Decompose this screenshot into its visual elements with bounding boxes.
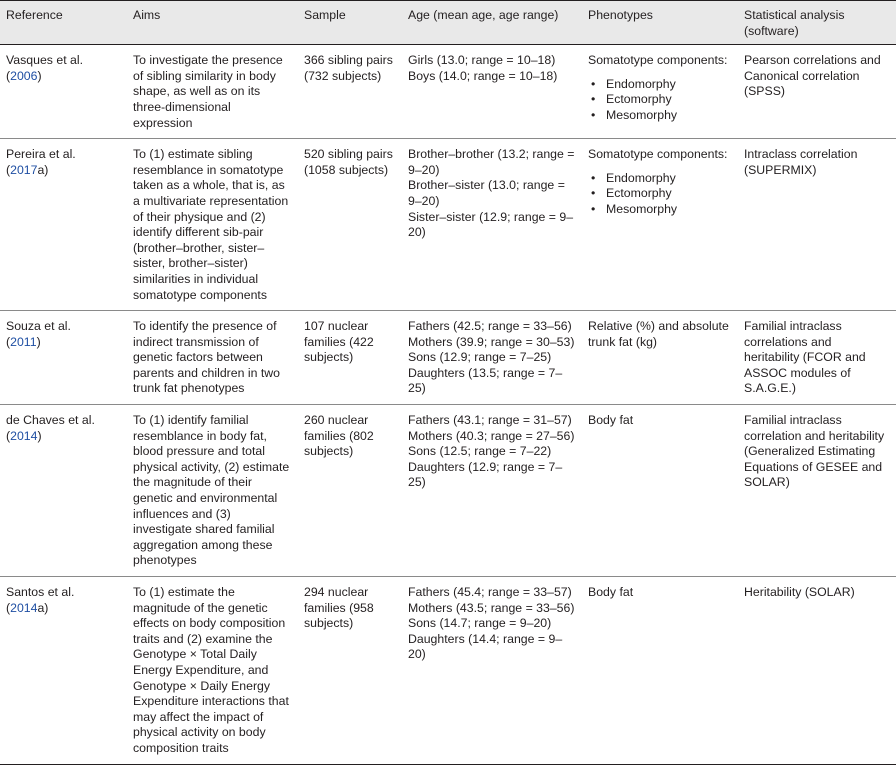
age-line: Sister–sister (12.9; range = 9–20) [408, 209, 574, 240]
age-cell [402, 405, 582, 577]
phenotypes-list [588, 171, 732, 218]
age-line: Brother–sister (13.0; range = 9–20) [408, 178, 565, 208]
reference-suffix: ) [37, 68, 42, 83]
aims-cell: To investigate the presence of sibling similarity in body shape, as well as on its three-dimensional expression [127, 45, 298, 139]
age-line: Boys (14.0; range = 10–18) [408, 68, 558, 83]
phenotype-item: • Ectomorphy [588, 186, 732, 202]
reference-suffix: a) [37, 600, 49, 615]
reference-suffix: ) [37, 428, 42, 443]
reference-author: Pereira et al. [6, 147, 76, 162]
reference-author: Souza et al. [6, 319, 71, 334]
reference-open-paren: ( [6, 68, 11, 83]
analysis-cell: Familial intraclass correlations and heritability (FCOR and ASSOC modules of S.A.G.E.) [738, 311, 896, 405]
phenotypes-cell [582, 405, 738, 577]
age-line: Fathers (43.1; range = 31–57) [408, 413, 572, 428]
analysis-cell: Familial intraclass correlation and heritability (Generalized Estimating Equations of GESEE and SOLAR) [738, 405, 896, 577]
aims-cell: To identify the presence of indirect transmission of genetic factors between parents and children in two trunk fat phenotypes [127, 311, 298, 405]
aims-cell: To (1) estimate the magnitude of the genetic effects on body composition traits and (2) examine the Genotype × Total Daily Energy Expenditure, and Genotype × Daily Energy Expenditure interactions that may affect the impact of physical activity on body composition traits [127, 577, 298, 765]
phenotype-item: • Endomorphy [588, 171, 732, 187]
reference-suffix: ) [36, 334, 41, 349]
age-line: Sons (12.5; range = 7–22) [408, 444, 552, 459]
analysis-cell: Heritability (SOLAR) [738, 577, 896, 765]
analysis-cell: Pearson correlations and Canonical correlation (SPSS) [738, 45, 896, 139]
table-row [0, 139, 896, 311]
age-line: Mothers (43.5; range = 33–56) [408, 600, 575, 615]
reference-cell [0, 139, 127, 311]
phenotypes-intro: Body fat [588, 413, 634, 428]
age-line: Girls (13.0; range = 10–18) [408, 53, 556, 68]
sample-cell: 260 nuclear families (802 subjects) [298, 405, 402, 577]
table-row [0, 311, 896, 405]
phenotypes-cell [582, 45, 738, 139]
phenotypes-cell [582, 311, 738, 405]
header-statistical-analysis: Statistical analysis (software) [738, 1, 896, 45]
phenotypes-intro: Somatotype components: [588, 53, 728, 68]
phenotypes-intro: Relative (%) and absolute trunk fat (kg) [588, 319, 729, 349]
age-cell [402, 577, 582, 765]
age-line: Fathers (45.4; range = 33–57) [408, 585, 572, 599]
reference-open-paren: ( [6, 162, 11, 177]
phenotypes-cell [582, 139, 738, 311]
age-line: Fathers (42.5; range = 33–56) [408, 319, 572, 334]
table-header-row [0, 1, 896, 45]
phenotypes-cell [582, 577, 738, 765]
aims-cell: To (1) identify familial resemblance in body fat, blood pressure and total physical activity, (2) estimate the magnitude of their genetic and environmental influences and (3) investigate shared familial aggregation among these phenotypes [127, 405, 298, 577]
phenotype-item: • Endomorphy [588, 77, 732, 93]
age-cell [402, 139, 582, 311]
table-row [0, 405, 896, 577]
aims-cell: To (1) estimate sibling resemblance in somatotype taken as a whole, that is, as a multivariate representation of their physique and (2) identify different sib-pair (brother–brother, sister–sister, brother–sister) similarities in individual somatotype components [127, 139, 298, 311]
sample-cell: 294 nuclear families (958 subjects) [298, 577, 402, 765]
phenotypes-list [588, 77, 732, 124]
reference-author: de Chaves et al. [6, 413, 95, 428]
header-sample: Sample [298, 1, 402, 45]
reference-year-link[interactable]: 2011 [10, 334, 37, 349]
reference-year-link[interactable]: 2017 [10, 162, 38, 177]
reference-year-link[interactable]: 2014 [10, 600, 38, 615]
age-line: Daughters (14.4; range = 9–20) [408, 631, 563, 662]
sample-cell: 107 nuclear families (422 subjects) [298, 311, 402, 405]
age-line: Sons (14.7; range = 9–20) [408, 616, 552, 631]
header-reference: Reference [0, 1, 127, 45]
reference-cell [0, 577, 127, 765]
reference-open-paren: ( [6, 600, 11, 615]
age-line: Mothers (40.3; range = 27–56) [408, 428, 575, 443]
age-line: Mothers (39.9; range = 30–53) [408, 334, 575, 349]
reference-suffix: a) [37, 162, 49, 177]
age-line: Daughters (12.9; range = 7–25) [408, 459, 563, 490]
age-line: Daughters (13.5; range = 7–25) [408, 365, 563, 396]
age-cell [402, 45, 582, 139]
sample-cell: 520 sibling pairs (1058 subjects) [298, 139, 402, 311]
table-body [0, 45, 896, 764]
reference-cell [0, 311, 127, 405]
phenotype-item: • Mesomorphy [588, 108, 732, 124]
reference-open-paren: ( [6, 334, 11, 349]
reference-open-paren: ( [6, 428, 11, 443]
phenotype-item: • Ectomorphy [588, 92, 732, 108]
reference-year-link[interactable]: 2014 [10, 428, 38, 443]
table-row [0, 45, 896, 139]
phenotypes-intro: Body fat [588, 585, 634, 599]
reference-cell [0, 45, 127, 139]
age-line: Brother–brother (13.2; range = 9–20) [408, 147, 575, 177]
reference-author: Vasques et al. [6, 53, 84, 68]
header-age: Age (mean age, age range) [402, 1, 582, 45]
age-line: Sons (12.9; range = 7–25) [408, 350, 552, 365]
analysis-cell: Intraclass correlation (SUPERMIX) [738, 139, 896, 311]
header-aims: Aims [127, 1, 298, 45]
reference-cell [0, 405, 127, 577]
table-row [0, 577, 896, 765]
reference-author: Santos et al. [6, 585, 75, 599]
sample-cell: 366 sibling pairs (732 subjects) [298, 45, 402, 139]
age-cell [402, 311, 582, 405]
phenotypes-intro: Somatotype components: [588, 147, 728, 162]
header-phenotypes: Phenotypes [582, 1, 738, 45]
reference-year-link[interactable]: 2006 [10, 68, 38, 83]
phenotype-item: • Mesomorphy [588, 202, 732, 218]
